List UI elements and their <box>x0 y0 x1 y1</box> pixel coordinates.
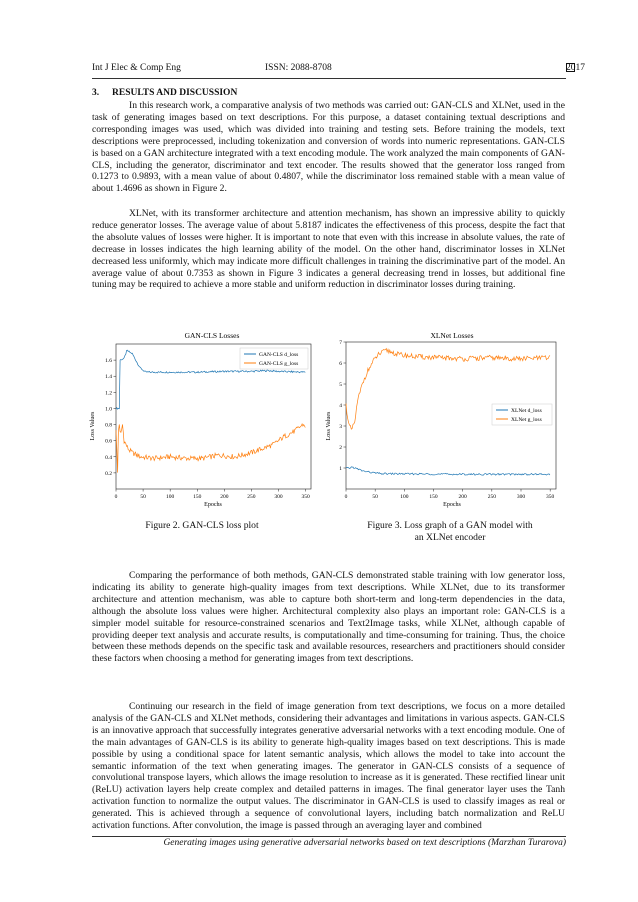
year-text: 2017 <box>566 63 585 73</box>
y-tick-label: 1.0 <box>105 406 112 413</box>
y-tick-label: 6 <box>339 361 342 367</box>
legend-label-g: XLNet g_loss <box>511 417 542 423</box>
paragraph-3: Comparing the performance of both methods, GAN-CLS demonstrated stable training with low generator loss, indicating its ability to generate high-quality images from text descriptions. While XLNet, due to its transformer architecture and attention mechanism, was able to capture both short-term and long-term dependencies in the data, although the absolute loss values were higher. Architectural complexity also plays an important role: GAN-CLS is a simpler model suitable for resource-constrained scenarios and Text2Image tasks, while XLNet, although capable of providing deeper text analysis and accurate results, is computationally and time-consuming for training. Thus, the choice between these methods depends on the specific task and available resources, researchers and practitioners should consider these factors when choosing a method for generating images from text descriptions. <box>92 570 565 665</box>
figure-2-caption: Figure 2. GAN-CLS loss plot <box>145 520 259 531</box>
chart-title: XLNet Losses <box>430 331 474 340</box>
x-ticks <box>115 489 310 500</box>
x-tick-label: 350 <box>546 494 555 500</box>
y-tick-label: 1.2 <box>105 390 112 397</box>
y-tick-label: 0.8 <box>105 422 112 429</box>
figure-3-caption-line1: Figure 3. Loss graph of a GAN model with <box>367 520 533 531</box>
x-ticks <box>345 489 555 500</box>
legend <box>240 348 308 369</box>
x-tick-label: 350 <box>301 494 310 500</box>
y-axis-label: Loss Values <box>326 411 332 441</box>
x-tick-label: 150 <box>429 494 438 500</box>
x-tick-label: 0 <box>344 494 348 500</box>
y-ticks <box>105 358 116 477</box>
x-tick-label: 100 <box>400 494 409 500</box>
x-tick-label: 0 <box>114 494 118 500</box>
paragraph-2: XLNet, with its transformer architecture and attention mechanism, has shown an impressive ability to quickly reduce generator losses. The average value of about 5.8187 indicates the effectiveness of this process, despite the fact that the absolute values of losses were higher. It is important to note that even with this increase in absolute values, the rate of decrease in losses indicates the high learning ability of the model. On the other hand, discriminator losses in XLNet decreased less uniformly, which may indicate more difficult challenges in training the discriminative part of the model. An average value of about 0.7353 as shown in Figure 3 indicates a general decreasing trend in losses, but additional fine tuning may be required to achieve a more stable and uniform reduction in discriminator losses during training. <box>92 208 565 291</box>
footer-rule <box>92 836 566 837</box>
section-number: 3. <box>92 88 100 98</box>
figure-3-caption <box>340 520 560 544</box>
y-tick-label: 1 <box>339 466 342 472</box>
y-tick-label: 7 <box>339 340 342 346</box>
x-tick-label: 50 <box>372 494 378 500</box>
section-heading: RESULTS AND DISCUSSION <box>112 88 238 98</box>
x-tick-label: 100 <box>166 494 175 500</box>
issn: ISSN: 2088-8708 <box>265 63 332 73</box>
y-tick-label: 0.4 <box>105 454 112 461</box>
x-axis-label: Epochs <box>443 502 461 508</box>
chart-title: GAN-CLS Losses <box>184 331 240 340</box>
page-header <box>92 63 585 77</box>
y-tick-label: 3 <box>339 424 342 430</box>
figure-2-chart <box>88 328 324 508</box>
legend-label-g: GAN-CLS g_loss <box>259 361 299 367</box>
paragraph-4: Continuing our research in the field of image generation from text descriptions, we focus on a more detailed analysis of the GAN-CLS and XLNet methods, considering their advantages and limitations in various aspects. GAN-CLS is an innovative approach that successfully integrates generative adversarial networks with a text encoding module. One of the main advantages of GAN-CLS is its ability to generate high-quality images based on text descriptions. This is made possible by using a conditional space for latent semantic analysis, which allows the model to take into account the semantic information of the text when generating images. The generator in GAN-CLS consists of a sequence of convolutional transpose layers, which allows the image resolution to increase as it is generated. These rectified linear unit (ReLU) activation layers help create complex and detailed patterns in images. The final generator layer uses the Tanh activation function to normalize the output values. The discriminator in GAN-CLS is used to classify images as real or generated. This is achieved through a sequence of convolutional layers, including batch normalization and ReLU activation functions. After convolution, the image is passed through an averaging layer and combined <box>92 701 565 832</box>
figure-3-caption-line2: an XLNet encoder <box>414 532 486 543</box>
y-tick-label: 5 <box>339 382 342 388</box>
x-tick-label: 250 <box>487 494 496 500</box>
x-tick-label: 50 <box>140 494 146 500</box>
header-rule <box>92 78 566 79</box>
legend-label-d: GAN-CLS d_loss <box>259 352 299 358</box>
section-title <box>92 88 237 98</box>
x-tick-label: 300 <box>516 494 526 500</box>
y-tick-label: 0.2 <box>105 470 112 477</box>
figure-3-chart <box>324 328 560 508</box>
x-tick-label: 150 <box>193 494 202 500</box>
y-tick-label: 2 <box>339 445 342 451</box>
x-tick-label: 200 <box>220 494 229 500</box>
x-tick-label: 250 <box>247 494 256 500</box>
series-line-d-loss <box>346 467 550 475</box>
running-title: Generating images using generative adversarial networks based on text descriptions (Marzhan Turarova) <box>163 838 566 848</box>
legend-label-d: XLNet d_loss <box>511 408 542 414</box>
series-line-g-loss <box>116 424 305 473</box>
journal-name: Int J Elec & Comp Eng <box>92 63 181 73</box>
y-tick-label: 1.6 <box>105 358 112 365</box>
y-tick-label: 0.6 <box>105 438 112 445</box>
x-tick-label: 200 <box>458 494 467 500</box>
paragraph-1: In this research work, a comparative analysis of two methods was carried out: GAN-CLS and XLNet, used in the task of generating images based on text descriptions. For this purpose, a dataset containing textual descriptions and corresponding images was used, which was divided into training and testing sets. Before training the models, text descriptions were preprocessed, including tokenization and conversion of words into numeric representations. GAN-CLS is based on a GAN architecture integrated with a text encoding module. The work analyzed the main components of GAN-CLS, including the generator, discriminator and text encoder. The results showed that the generator loss ranged from 0.1273 to 0.9893, with a mean value of about 0.4807, while the discriminator loss remained stable with a mean value of about 1.4696 as shown in Figure 2. <box>92 100 565 195</box>
y-ticks <box>339 340 346 472</box>
y-tick-label: 1.4 <box>105 374 112 381</box>
y-axis-label: Loss Values <box>90 411 96 441</box>
y-tick-label: 4 <box>339 403 342 409</box>
x-tick-label: 300 <box>274 494 283 500</box>
x-axis-label: Epochs <box>204 502 222 508</box>
legend <box>492 404 552 425</box>
